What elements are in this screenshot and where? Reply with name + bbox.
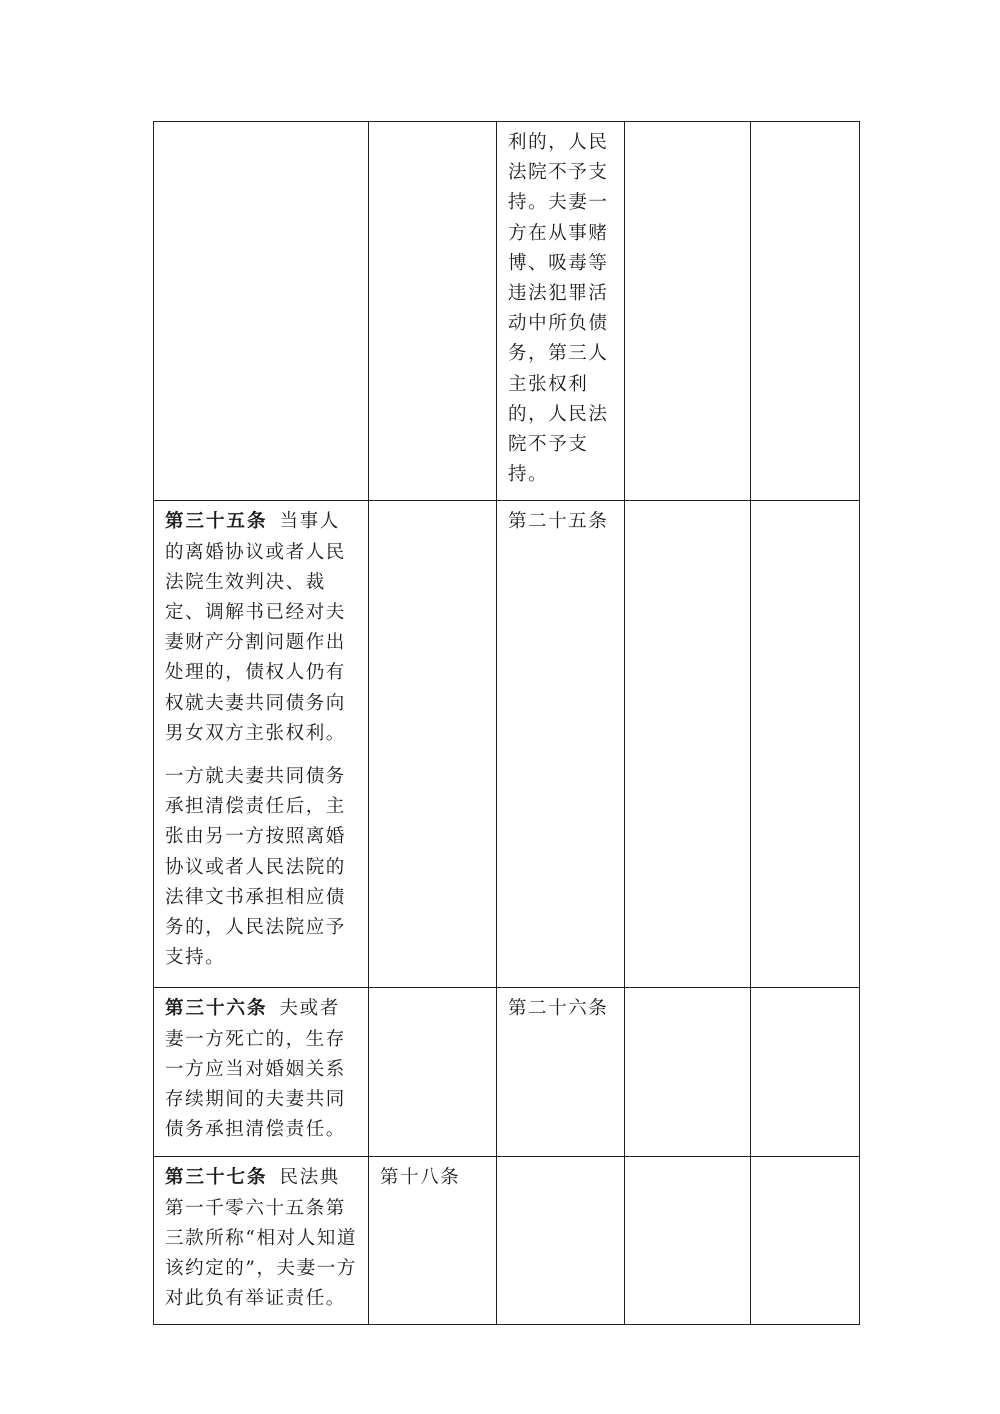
table-cell-old-article xyxy=(497,1157,625,1325)
table-cell-empty xyxy=(751,501,860,988)
article-number: 第三十五条 xyxy=(165,511,268,533)
table-cell-empty xyxy=(625,501,751,988)
table-cell-new-article xyxy=(154,122,369,501)
article-paragraph xyxy=(165,762,358,973)
table-row xyxy=(154,122,860,501)
table-cell-related-article xyxy=(369,988,497,1157)
article-paragraph xyxy=(165,507,358,749)
article-text: 夫或者妻一方死亡的，生存一方应当对婚姻关系存续期间的夫妻共同债务承担清偿责任。 xyxy=(165,998,346,1141)
table-cell-empty xyxy=(625,988,751,1157)
table-cell-related-article: 第十八条 xyxy=(369,1157,497,1325)
table-cell-new-article xyxy=(154,1157,369,1325)
table-row xyxy=(154,501,860,988)
article-number: 第三十七条 xyxy=(165,1167,268,1189)
provision-comparison-table xyxy=(153,121,860,1325)
table-row xyxy=(154,1157,860,1325)
table-cell-empty xyxy=(751,1157,860,1325)
table-cell-old-article: 第二十六条 xyxy=(497,988,625,1157)
table-cell-empty xyxy=(751,988,860,1157)
article-text: 一方就夫妻共同债务承担清偿责任后，主张由另一方按照离婚协议或者人民法院的法律文书承担相应债务的，人民法院应予支持。 xyxy=(165,766,346,969)
table-cell-old-article: 第二十五条 xyxy=(497,501,625,988)
table-row xyxy=(154,988,860,1157)
table-cell-related-article xyxy=(369,501,497,988)
table-cell-new-article xyxy=(154,988,369,1157)
table-cell-empty xyxy=(625,1157,751,1325)
article-paragraph xyxy=(165,994,358,1145)
table-cell-new-article xyxy=(154,501,369,988)
article-text: 民法典第一千零六十五条第三款所称“相对人知道该约定的”，夫妻一方对此负有举证责任。 xyxy=(165,1167,357,1310)
article-text: 当事人的离婚协议或者人民法院生效判决、裁定、调解书已经对夫妻财产分割问题作出处理的，债权人仍有权就夫妻共同债务向男女双方主张权利。 xyxy=(165,511,346,744)
table-cell-old-article: 利的，人民法院不予支持。夫妻一方在从事赌博、吸毒等违法犯罪活动中所负债务，第三人主张权利的，人民法院不予支持。 xyxy=(497,122,625,501)
table-cell-empty xyxy=(625,122,751,501)
table-cell-empty xyxy=(751,122,860,501)
article-number: 第三十六条 xyxy=(165,998,268,1020)
article-paragraph xyxy=(165,1163,358,1314)
table-cell-related-article xyxy=(369,122,497,501)
